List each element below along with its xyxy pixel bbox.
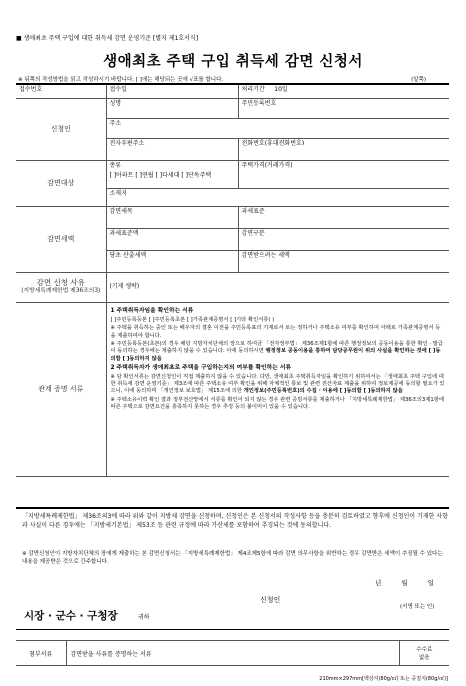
housing-price-label: 주택가격(거래가격)	[241, 161, 293, 169]
target-section-label: 감면대상	[16, 160, 106, 206]
application-table	[16, 83, 449, 477]
housing-location-field[interactable]	[106, 188, 449, 206]
applicant-rrn-label: 주민등록번호	[241, 99, 277, 107]
relation-section-label: 관계 증명 서류	[16, 302, 106, 476]
tax-item-field[interactable]	[106, 206, 238, 228]
processing-period-cell	[238, 84, 449, 98]
receipt-date-label: 접수일	[109, 86, 127, 93]
housing-type-field[interactable]	[106, 160, 238, 188]
relation-doc-options[interactable]: [ ]주민등록등본 [ ]주민등록초본 [ ]가족관계증명서 [ ]기타 확인서류( )	[110, 316, 275, 323]
addressee-suffix: 귀하	[138, 614, 150, 621]
tax-base-amount-field[interactable]	[106, 228, 238, 250]
tax-final-field[interactable]	[238, 250, 449, 272]
attachment-top-rule	[16, 629, 449, 630]
housing-type-rowhouse-checkbox[interactable]: [ ]연립	[135, 172, 154, 179]
relation-consent-share[interactable]: 행정정보 공동이용을 통하여 담당공무원이 위의 사실을 확인하는 것에 [ ]동의함 [ ]동의하지 않음	[110, 348, 441, 362]
tax-computed-label: 당초 산출세액	[109, 251, 147, 259]
page-side-mark: (앞쪽)	[411, 77, 426, 83]
tax-final-label: 감면받으려는 세액	[241, 251, 290, 259]
applicant-address-label: 주소	[109, 119, 122, 127]
housing-location-label: 소재지	[109, 189, 127, 197]
tax-item-label: 감면세목	[109, 207, 133, 215]
relation-heading-2: 2 주택취득자가 생애최초로 주택을 구입하는지의 여부를 확인하는 서류	[110, 364, 292, 371]
receipt-number-cell[interactable]	[16, 84, 106, 98]
form-instructions: ※ 뒤쪽의 작성방법을 읽고 작성하시기 바랍니다. [ ]에는 해당되는 곳에 √표를 합니다.	[18, 77, 224, 83]
declaration-text: 「지방세특례제한법」 제36조의3에 따라 위와 같이 지방세 감면을 신청하며, 신청인은 본 신청서의 작성사항 등을 충분히 검토하였고 향후에 신청인이 기재한 사항과 사실이 다른 경우에는 「지방세기본법」 제53조 등 관련 규정에 따라 가산세를 포함하여 추징되는 것에 동의합니다.	[22, 513, 448, 530]
applicant-address-field[interactable]	[106, 118, 449, 138]
tax-computed-field[interactable]	[106, 250, 238, 272]
applicant-phone-field[interactable]	[238, 138, 449, 160]
housing-type-apartment-checkbox[interactable]: [ ]아파트	[109, 172, 134, 179]
receipt-date-cell[interactable]	[106, 84, 238, 98]
table-bottom-rule	[16, 507, 449, 509]
receipt-number-label: 접수번호	[19, 86, 43, 93]
housing-type-label: 종류	[109, 161, 122, 169]
form-title: 생애최초 주택 구입 취득세 감면 신청서	[103, 54, 363, 70]
processing-period-label: 처리기간	[241, 86, 265, 93]
signature-hint: (서명 또는 인)	[400, 604, 435, 610]
attachment-desc: 감면받을 사유를 증명하는 서류	[66, 641, 399, 666]
applicant-section-label: 신청인	[16, 98, 106, 160]
applicant-rrn-field[interactable]	[238, 98, 449, 118]
relation-heading-1: 1 주택취득자임을 확인하는 서류	[110, 307, 194, 314]
fee-cell: 수수료 없음	[399, 641, 449, 666]
processing-period-value: 10일	[274, 86, 288, 93]
tax-reduction-type-label: 감면구분	[241, 229, 265, 237]
relation-note-1: ※ 주택을 취득하는 중인 또는 배우자의 결혼 이전을 주민등록표의 기재로서 또는 정하거나 주택소유 여부를 확인하여 아래로 가족관계증명서 등을 제출하여야 합니다.	[110, 325, 441, 339]
applicant-email-label: 전자우편주소	[109, 139, 145, 147]
relation-proof-content	[106, 302, 449, 476]
housing-price-field[interactable]	[238, 160, 449, 188]
tax-reduction-type-field[interactable]	[238, 228, 449, 250]
consent-note: ※ 감면신청인이 지방자치단체의 장에게 제출하는 본 감면신청서는 「지방세특례제한법」 제4조제5항에 따라 감면 의무사항을 위반하는 경우 감면받은 세액이 추징될 수 있다는 내용을 제공받은 것으로 간주합니다.	[22, 551, 443, 566]
tax-section-label: 감면세액	[16, 206, 106, 272]
attachment-label: 첨부서류	[16, 641, 66, 666]
date-line[interactable]: 년 월 일	[375, 579, 443, 587]
relation-consent-privacy[interactable]: 개인정보(주민등록번호)의 수집 · 이용에 [ ]동의함 [ ]동의하지 않음	[243, 388, 403, 395]
relation-note-4: ※ 주택소유이력 확인 결과 정부전산망에서 서류를 확인이 되지 않는 경우 관련 증빙서류를 제출하거나 「지방세특례제한법」 제36조의3제1항에 따른 주택으로 감면요건을 충족하지 못하는 경우 추징 등의 불이익이 있을 수 있습니다.	[110, 396, 445, 411]
tax-base-amount-label: 과세표준액	[109, 229, 139, 237]
reason-label-main: 감면 신청 사유	[36, 278, 85, 288]
addressee-title: 시장 · 군수 · 구청장	[24, 610, 118, 622]
applicant-name-field[interactable]	[106, 98, 238, 118]
applicant-name-label: 성명	[109, 99, 122, 107]
relation-note-2: ※ 주민등록등본(초본)의 경우 해당 지방자치단체의 장으로 하여금 「전자정부법」 제36조제1항에 따른 행정정보의 공동이용을 통한 확인 · 발급이 동의하는 경우에는 제출하지 않을 수 있습니다. 이에 동의하시면 행정정보 공동이용을 통하여 담당공무원이 위의 사실을 확인하는 것에 [ ]동의함 [ ]동의하지 않음	[110, 341, 444, 362]
reason-value: (기재 생략)	[109, 283, 140, 291]
reason-section-label	[16, 272, 106, 302]
form-header-note: ■ 생애최초 주택 구입에 대한 취득세 감면 운영기준 [별지 제1호서식]	[16, 35, 199, 42]
housing-type-multiplex-checkbox[interactable]: [ ]다세대	[155, 172, 180, 179]
tax-standard-field[interactable]	[238, 206, 449, 228]
reason-label-law: (지방세특례제한법 제36조의3)	[21, 288, 101, 295]
paper-spec-footer: 210mm×297mm[백상지(80g/㎡) 또는 중질지(80g/㎡)]	[319, 676, 448, 682]
applicant-sign-line[interactable]: 신청인	[260, 596, 281, 604]
tax-standard-label: 과세표준	[241, 207, 265, 215]
applicant-email-field[interactable]	[106, 138, 238, 160]
attachment-table	[16, 640, 449, 666]
applicant-phone-label: 전화번호(휴대전화번호)	[241, 139, 305, 147]
relation-note-3: ※ 담 확인서류는 감면신청인이 직접 제출하지 않을 수 있습니다. 다만, 생애최초 주택취득자임을 확인하기 위하여서는 「생애최초 주택 구입에 대한 취득세 감면 운영기준」 제3조에 따른 주택소유 여부 확인을 위해 자체적인 통보 및 관련 전산자료 제출을 위하여 정보제공에 동의할 필요가 있으니, 이에 동의하며 「개인정보 보호법」 제15조에 의한 개인정보(주민등록번호)의 수집 · 이용에 [ ]동의함 [ ]동의하지 않음	[110, 373, 445, 395]
reason-field[interactable]	[106, 272, 449, 302]
housing-type-detached-checkbox[interactable]: [ ]단독주택	[181, 172, 212, 179]
